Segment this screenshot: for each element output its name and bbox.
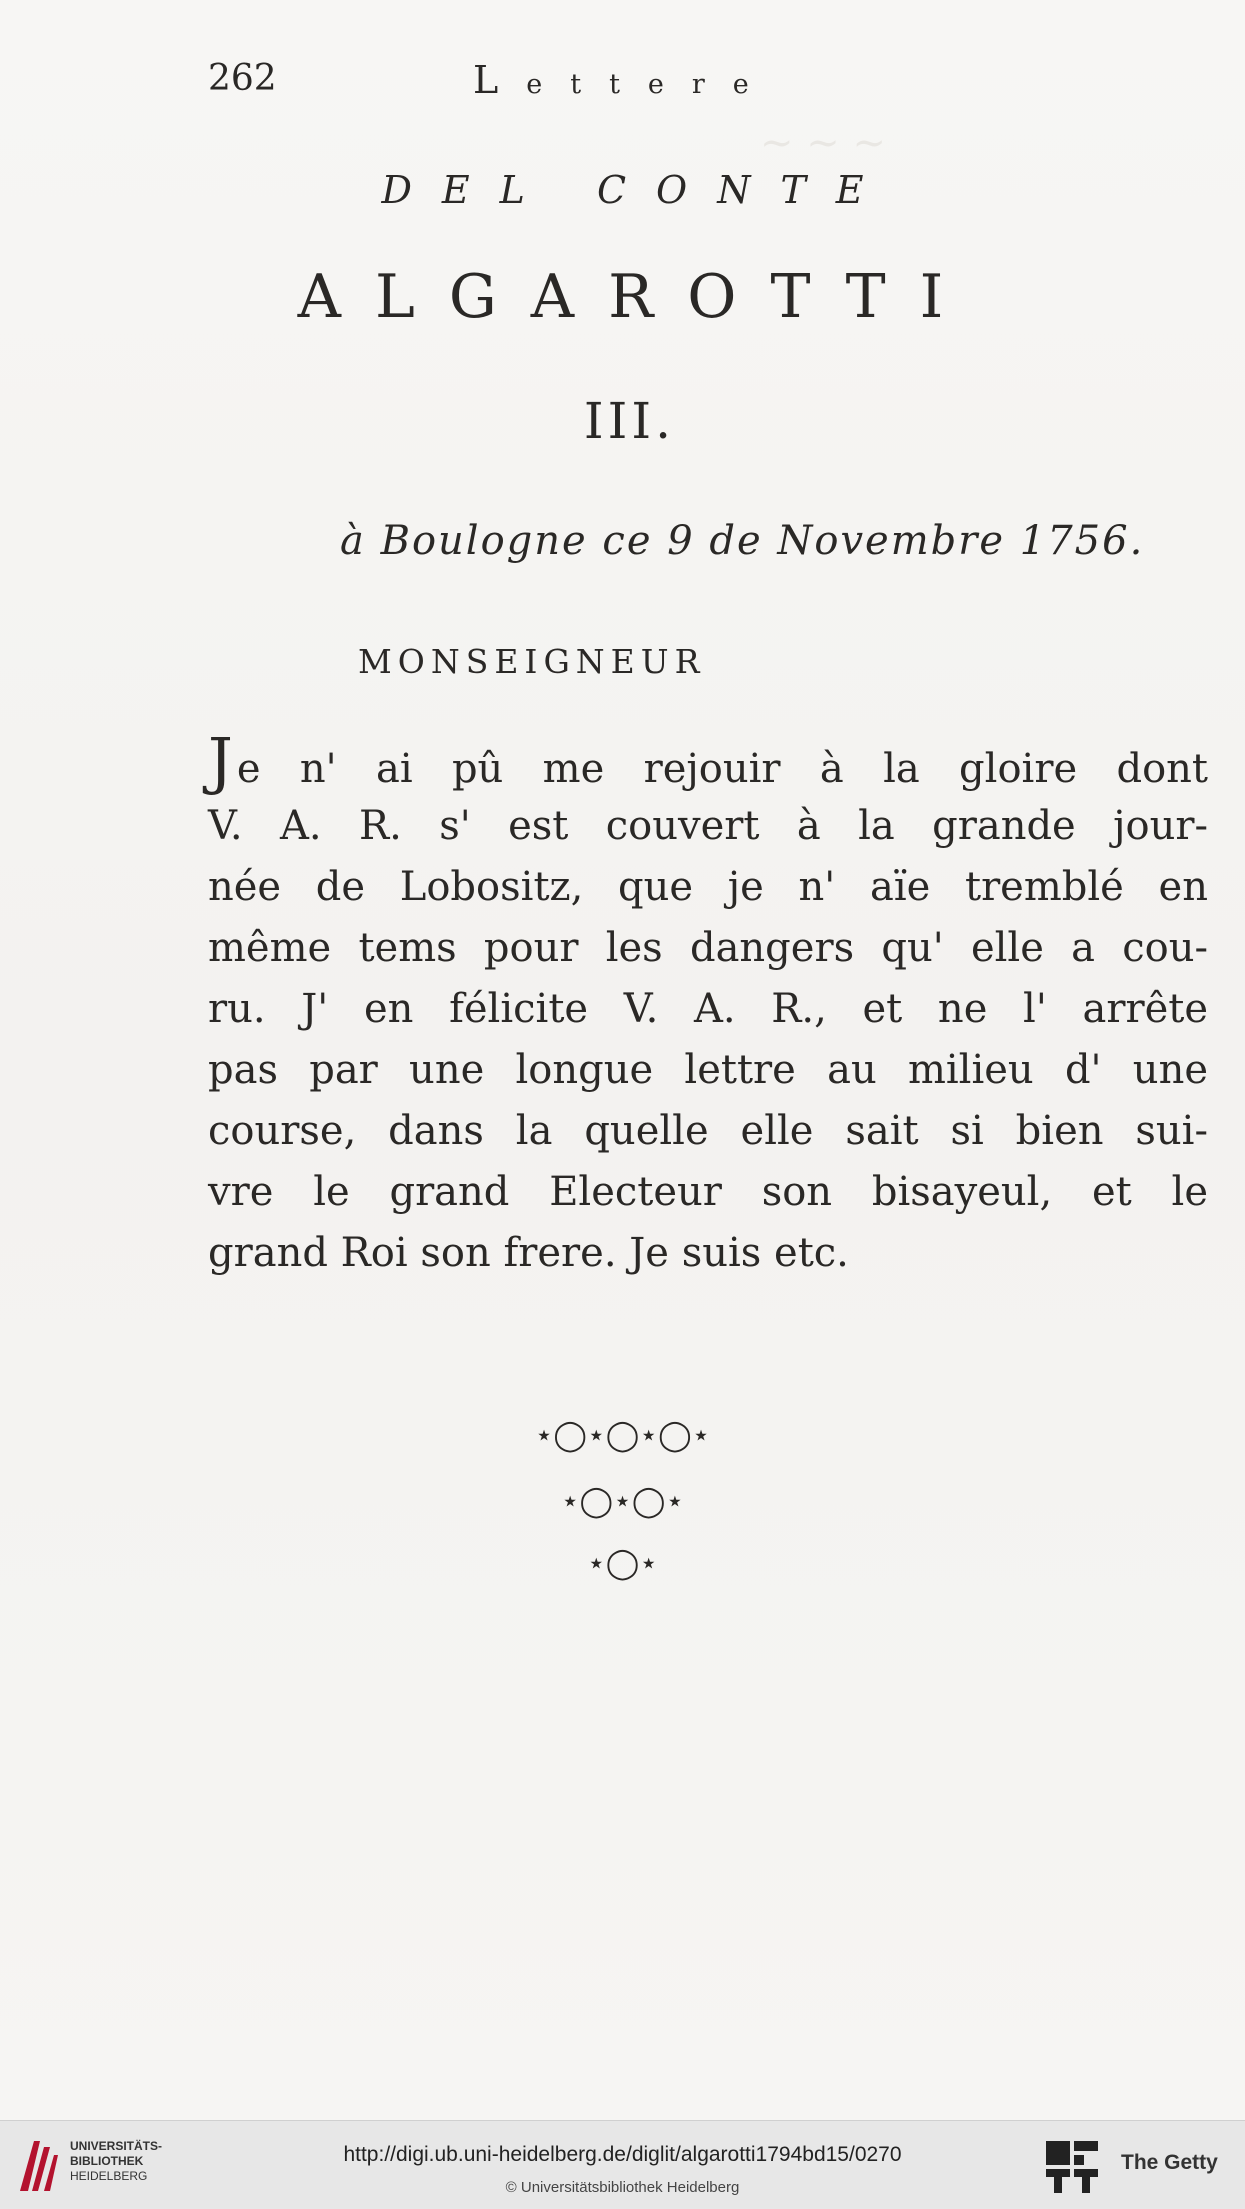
viewer-footer xyxy=(0,2120,1245,2209)
copyright-notice: © Universitätsbibliothek Heidelberg xyxy=(505,2179,740,2196)
running-head-initial: L xyxy=(473,58,527,102)
running-head xyxy=(473,58,777,102)
ornament-row: ⋆◯⋆◯⋆ xyxy=(560,1484,685,1519)
text-line xyxy=(208,724,1208,797)
running-head-rest: ettere xyxy=(526,69,777,100)
page-number: 262 xyxy=(208,58,277,99)
text-line: ru. J' en félicite V. A. R., et ne l' arrête xyxy=(208,986,1208,1032)
letter-salutation: MONSEIGNEUR xyxy=(358,642,706,681)
page-header xyxy=(208,58,908,108)
letter-dateline: à Boulogne ce 9 de Novembre 1756. xyxy=(340,518,1145,564)
text-line: née de Lobositz, que je n' aïe tremblé en xyxy=(208,864,1208,910)
ornament-row: ⋆◯⋆◯⋆◯⋆ xyxy=(534,1418,711,1453)
getty-logo-icon xyxy=(1046,2141,1098,2193)
heading-author-name: ALGAROTTI xyxy=(297,262,978,332)
getty-name: The Getty xyxy=(1121,2151,1218,2174)
text-line: grand Roi son frere. Je suis etc. xyxy=(208,1230,849,1276)
text-line: même tems pour les dangers qu' elle a cou- xyxy=(208,925,1208,971)
heading-del-conte: DEL CONTE xyxy=(381,168,894,212)
library-name-line: HEIDELBERG xyxy=(70,2169,148,2183)
letter-body xyxy=(208,724,1208,1284)
text-line-content: e n' ai pû me rejouir à la gloire dont xyxy=(236,746,1208,792)
permalink-url[interactable]: http://digi.ub.uni-heidelberg.de/diglit/algarotti1794bd15/0270 xyxy=(343,2143,902,2166)
letter-number: III. xyxy=(583,392,676,450)
text-line: course, dans la quelle elle sait si bien sui- xyxy=(208,1108,1208,1154)
ornament-row: ⋆◯⋆ xyxy=(586,1546,659,1581)
text-line: V. A. R. s' est couvert à la grande jour- xyxy=(208,803,1208,849)
text-line: vre le grand Electeur son bisayeul, et le xyxy=(208,1169,1208,1215)
library-name-line: BIBLIOTHEK xyxy=(70,2154,144,2168)
text-line: pas par une longue lettre au milieu d' une xyxy=(208,1047,1208,1093)
library-name-line: UNIVERSITÄTS- xyxy=(70,2139,163,2153)
drop-cap: J xyxy=(208,724,233,797)
show-through: ~ ~ ~ xyxy=(760,120,886,166)
